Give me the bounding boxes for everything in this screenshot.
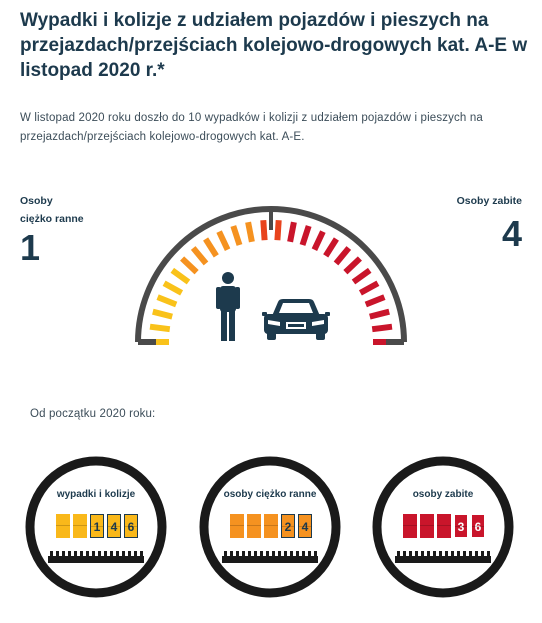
counter-digit: 6	[471, 514, 485, 538]
counter-digit	[420, 514, 434, 538]
since-start-label: Od początku 2020 roku:	[30, 408, 156, 420]
page-title: Wypadki i kolizje z udziałem pojazdów i pieszych na przejazdach/przejściach kolejowo-drogowych kat. A-E w listopad 2020 r.*	[20, 10, 528, 81]
counter-digit: 4	[298, 514, 312, 538]
gauge-tick	[150, 327, 170, 330]
gauge-tick	[370, 312, 389, 317]
gauge-tick	[153, 312, 172, 317]
digit-counter	[230, 514, 312, 538]
gauge-graphic	[128, 200, 414, 350]
person-icon	[216, 272, 240, 341]
gauge-tick	[366, 297, 385, 304]
gauge-tick	[219, 232, 228, 250]
counter-digit	[73, 514, 87, 538]
gauge-tick	[263, 220, 264, 240]
gauge-tick	[372, 327, 392, 330]
digit-counter	[56, 514, 138, 538]
gauge-tick	[277, 220, 278, 240]
car-icon	[262, 299, 330, 340]
counter-digit	[230, 514, 244, 538]
intro-text: W listopad 2020 roku doszło do 10 wypadków i kolizji z udziałem pojazdów i pieszych na przejazdach/przejściach kolejowo-drogowych kat. A-E.	[20, 112, 483, 143]
counter-digit	[403, 514, 417, 538]
gauge-tick	[158, 297, 177, 304]
gauge-tick	[164, 283, 182, 293]
counter-label: osoby zabite	[412, 489, 474, 500]
gauge-tick	[248, 222, 252, 242]
counter-digit: 4	[107, 514, 121, 538]
gauge-tick	[336, 248, 349, 263]
counter-digit: 3	[454, 514, 468, 538]
counter-label: osoby ciężko ranne	[223, 489, 317, 500]
gauge-tick	[172, 270, 188, 282]
counter-digit: 1	[90, 514, 104, 538]
counter-digit	[56, 514, 70, 538]
counter-digit: 2	[281, 514, 295, 538]
killed-value: 4	[501, 213, 522, 254]
counter-ruler	[222, 549, 318, 563]
counter-digit	[247, 514, 261, 538]
gauge-tick	[314, 232, 323, 250]
gauge-tick	[206, 239, 217, 256]
injured-label-line2: ciężko ranne	[20, 213, 84, 225]
counter-digit	[437, 514, 451, 538]
injured-label	[20, 192, 120, 228]
injured-label-line1: Osoby	[20, 195, 53, 207]
gauge-tick	[345, 259, 360, 273]
counter-ruler	[395, 549, 491, 563]
counter-ruler	[48, 549, 144, 563]
counter-label: wypadki i kolizje	[56, 489, 136, 500]
gauge-tick	[326, 239, 337, 256]
killed-label: Osoby zabite	[456, 195, 522, 207]
injured-value: 1	[20, 227, 41, 268]
gauge-tick	[182, 259, 197, 273]
gauge-tick	[290, 222, 294, 242]
gauge-tick	[303, 226, 309, 245]
gauge-tick	[354, 270, 370, 282]
gauge-tick	[193, 248, 206, 263]
counter-digit: 6	[124, 514, 138, 538]
digit-counter	[403, 514, 485, 538]
gauge-tick	[360, 283, 378, 293]
gauge-tick	[233, 226, 239, 245]
counter-digit	[264, 514, 278, 538]
